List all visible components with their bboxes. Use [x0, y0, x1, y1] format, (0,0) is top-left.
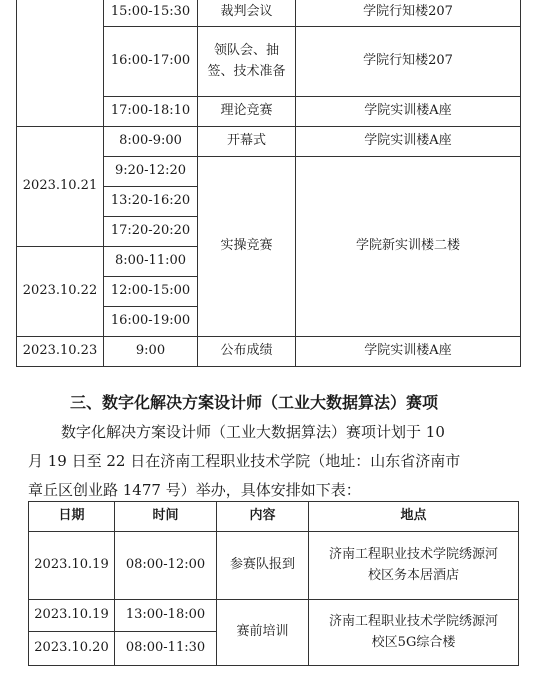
- content-cell: [198, 27, 296, 97]
- table-row: [17, 337, 521, 367]
- time-cell: 13:20-16:20: [104, 187, 198, 217]
- content-cell: 开幕式: [198, 127, 296, 157]
- content-cell: 参赛队报到: [217, 532, 309, 600]
- time-cell: 15:00-15:30: [104, 0, 198, 27]
- header-content: 内容: [217, 502, 309, 532]
- location-cell: 学院实训楼A座: [296, 97, 521, 127]
- location-cell: 学院行知楼207: [296, 27, 521, 97]
- content-cell: 裁判会议: [198, 0, 296, 27]
- content-line: 签、技术准备: [207, 63, 286, 79]
- paragraph-line: 章丘区创业路 1477 号）举办，具体安排如下表：: [28, 481, 361, 499]
- table-header-row: [29, 502, 519, 532]
- time-cell: 16:00-17:00: [104, 27, 198, 97]
- location-line: 校区务本居酒店: [367, 567, 459, 583]
- location-cell: 学院行知楼207: [296, 0, 521, 27]
- header-location: 地点: [309, 502, 519, 532]
- time-cell: 17:00-18:10: [104, 97, 198, 127]
- time-cell: 13:00-18:00: [115, 600, 217, 632]
- date-cell: 2023.10.19: [29, 532, 115, 600]
- time-cell: 16:00-19:00: [104, 307, 198, 337]
- time-cell: 8:00-9:00: [104, 127, 198, 157]
- time-cell: 9:00: [104, 337, 198, 367]
- time-cell: 8:00-11:00: [104, 247, 198, 277]
- paragraph-line: 月 19 日至 22 日在济南工程职业技术学院（地址：山东省济南市: [28, 452, 461, 470]
- location-line: 济南工程职业技术学院绣源河: [328, 547, 498, 563]
- header-time: 时间: [115, 502, 217, 532]
- schedule-table-1: [16, 0, 521, 367]
- time-cell: 9:20-12:20: [104, 157, 198, 187]
- date-cell: [17, 0, 104, 127]
- schedule-table-2: [28, 501, 519, 666]
- content-cell: 赛前培训: [217, 600, 309, 666]
- date-cell: 2023.10.23: [17, 337, 104, 367]
- content-cell: 公布成绩: [198, 337, 296, 367]
- table-row: [29, 600, 519, 632]
- location-cell: 学院实训楼A座: [296, 337, 521, 367]
- date-cell: 2023.10.19: [29, 600, 115, 632]
- time-cell: 12:00-15:00: [104, 277, 198, 307]
- section-paragraph: [28, 418, 508, 505]
- date-cell: 2023.10.20: [29, 632, 115, 666]
- location-cell: 学院实训楼A座: [296, 127, 521, 157]
- table-row: [17, 127, 521, 157]
- content-line: 领队会、抽: [213, 43, 279, 59]
- time-cell: 08:00-11:30: [115, 632, 217, 666]
- date-cell: 2023.10.21: [17, 127, 104, 247]
- location-line: 校区5G综合楼: [371, 634, 456, 650]
- location-cell: [309, 532, 519, 600]
- time-cell: 17:20-20:20: [104, 217, 198, 247]
- paragraph-line: 数字化解决方案设计师（工业大数据算法）赛项计划于 10: [61, 423, 445, 441]
- content-cell: 理论竞赛: [198, 97, 296, 127]
- date-cell: 2023.10.22: [17, 247, 104, 337]
- table-row: [17, 0, 521, 27]
- table-row: [29, 532, 519, 600]
- location-cell: 学院新实训楼二楼: [296, 157, 521, 337]
- content-cell: 实操竞赛: [198, 157, 296, 337]
- time-cell: 08:00-12:00: [115, 532, 217, 600]
- header-date: 日期: [29, 502, 115, 532]
- location-line: 济南工程职业技术学院绣源河: [328, 614, 498, 630]
- section-heading: 三、数字化解决方案设计师（工业大数据算法）赛项: [70, 393, 439, 412]
- location-cell: [309, 600, 519, 666]
